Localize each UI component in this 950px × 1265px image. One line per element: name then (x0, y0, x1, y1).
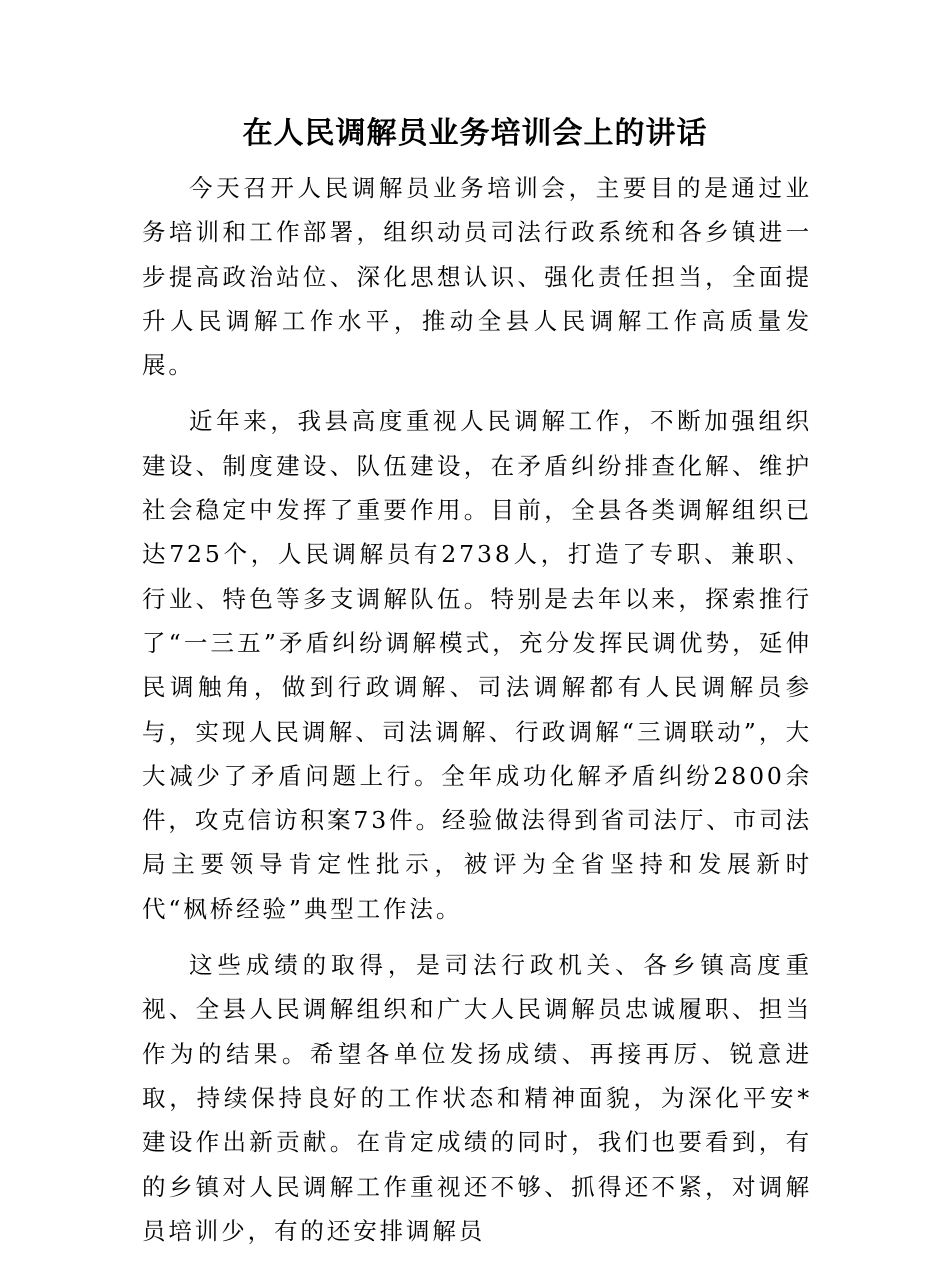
document-body (142, 166, 812, 1265)
document-title: 在人民调解员业务培训会上的讲话 (242, 116, 708, 151)
paragraph-achievements: 近年来，我县高度重视人民调解工作，不断加强组织建设、制度建设、队伍建设，在矛盾纠纷排查化解、维护社会稳定中发挥了重要作用。目前，全县各类调解组织已达725个，人民调解员有2738人，打造了专职、兼职、行业、特色等多支调解队伍。特别是去年以来，探索推行了“一三五”矛盾纠纷调解模式，充分发挥民调优势，延伸民调触角，做到行政调解、司法调解都有人民调解员参与，实现人民调解、司法调解、行政调解“三调联动”，大大减少了矛盾问题上行。全年成功化解矛盾纠纷2800余件，攻克信访积案73件。经验做法得到省司法厅、市司法局主要领导肯定性批示，被评为全省坚持和发展新时代“枫桥经验”典型工作法。 (142, 407, 812, 923)
paragraph-intro: 今天召开人民调解员业务培训会，主要目的是通过业务培训和工作部署，组织动员司法行政系统和各乡镇进一步提高政治站位、深化思想认识、强化责任担当，全面提升人民调解工作水平，推动全县人民调解工作高质量发展。 (142, 174, 812, 380)
paragraph-reflection: 这些成绩的取得，是司法行政机关、各乡镇高度重视、全县人民调解组织和广大人民调解员忠诚履职、担当作为的结果。希望各单位发扬成绩、再接再厉、锐意进取，持续保持良好的工作状态和精神面貌，为深化平安*建设作出新贡献。在肯定成绩的同时，我们也要看到，有的乡镇对人民调解工作重视还不够、抓得还不紧，对调解员培训少，有的还安排调解员 (142, 951, 812, 1245)
